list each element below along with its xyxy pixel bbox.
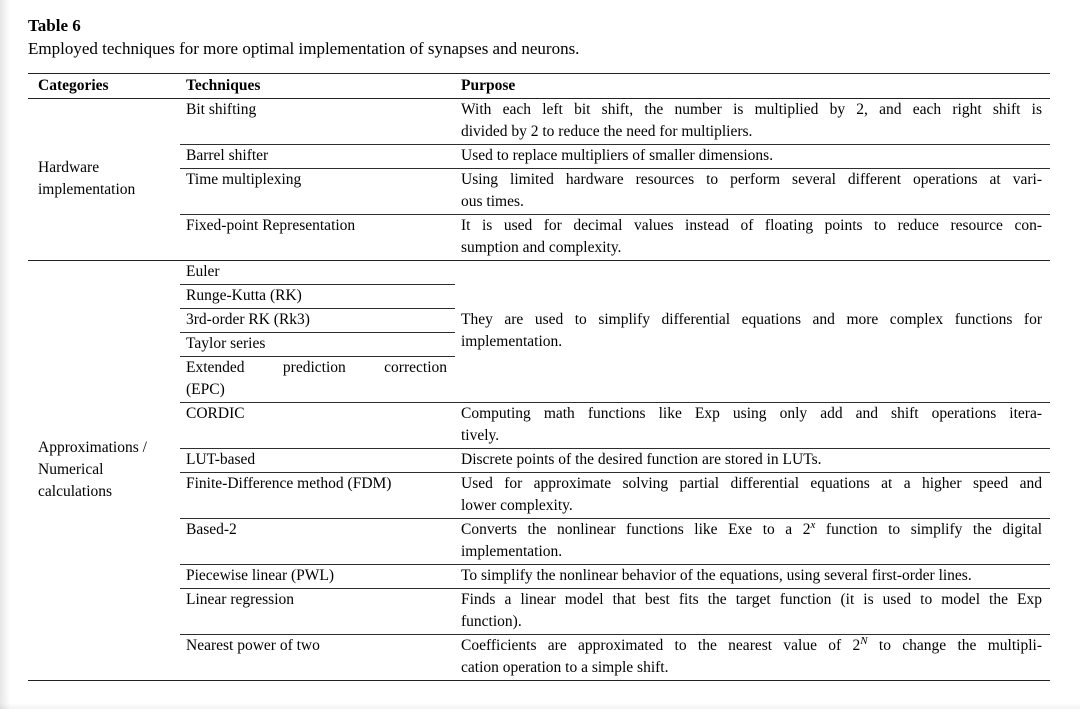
technique-cell: Time multiplexing <box>180 169 455 215</box>
table-row <box>28 519 1050 565</box>
purpose-cell: With each left bit shift, the number is multiplied by 2, and each right shift is divided by 2 to reduce the need for multipliers. <box>455 99 1050 145</box>
page-bottom-shadow <box>0 703 1080 709</box>
technique-cell: Based-2 <box>180 519 455 565</box>
purpose-cell: They are used to simplify differential equations and more complex functions for implementation. <box>455 261 1050 403</box>
purpose-cell: To simplify the nonlinear behavior of the equations, using several first-order lines. <box>455 565 1050 589</box>
techniques-table <box>28 73 1050 681</box>
technique-cell: Extended prediction correction (EPC) <box>180 357 455 403</box>
header-purpose: Purpose <box>455 74 1050 99</box>
page-edge-shadow <box>0 0 10 709</box>
technique-cell: Finite-Difference method (FDM) <box>180 473 455 519</box>
technique-cell: Euler <box>180 261 455 285</box>
purpose-cell: Coefficients are approximated to the nearest value of $2^N$ to change the multipli- cation operation to a simple shift. <box>461 634 1042 676</box>
purpose-cell: Used to replace multipliers of smaller dimensions. <box>455 145 1050 169</box>
technique-cell: Runge-Kutta (RK) <box>180 285 455 309</box>
header-row <box>28 74 1050 99</box>
table-row <box>28 403 1050 449</box>
table-row <box>28 449 1050 473</box>
paper-page <box>28 14 1050 681</box>
purpose-cell: Using limited hardware resources to perform several different operations at vari- ous times. <box>455 169 1050 215</box>
technique-cell: Taylor series <box>180 333 455 357</box>
table-row <box>28 635 1050 681</box>
technique-cell: CORDIC <box>180 403 455 449</box>
table-row <box>28 215 1050 261</box>
technique-cell: 3rd-order RK (Rk3) <box>180 309 455 333</box>
technique-cell: Linear regression <box>180 589 455 635</box>
table-row <box>28 99 1050 145</box>
table-row <box>28 589 1050 635</box>
purpose-cell: Discrete points of the desired function are stored in LUTs. <box>455 449 1050 473</box>
purpose-cell: It is used for decimal values instead of floating points to reduce resource con- sumption and complexity. <box>455 215 1050 261</box>
purpose-cell: Used for approximate solving partial differential equations at a higher speed and lower complexity. <box>455 473 1050 519</box>
table-row <box>28 145 1050 169</box>
header-categories: Categories <box>28 74 180 99</box>
table-row <box>28 261 1050 285</box>
header-techniques: Techniques <box>180 74 455 99</box>
category-cell: Approximations / Numerical calculations <box>38 439 147 500</box>
category-cell: Hardware implementation <box>28 99 180 261</box>
table-row <box>28 169 1050 215</box>
table-label: Table 6 <box>28 16 81 35</box>
technique-cell: Fixed-point Representation <box>180 215 455 261</box>
purpose-cell: Finds a linear model that best fits the target function (it is used to model the Exp function). <box>455 589 1050 635</box>
table-caption: Employed techniques for more optimal implementation of synapses and neurons. <box>28 39 580 58</box>
table-row <box>28 565 1050 589</box>
table-row <box>28 473 1050 519</box>
technique-cell: LUT-based <box>180 449 455 473</box>
technique-cell: Piecewise linear (PWL) <box>180 565 455 589</box>
technique-cell: Bit shifting <box>180 99 455 145</box>
purpose-cell: Computing math functions like Exp using only add and shift operations itera- tively. <box>455 403 1050 449</box>
technique-cell: Barrel shifter <box>180 145 455 169</box>
purpose-cell: Converts the nonlinear functions like Exe to a 2$^x$ function to simplify the digital implementation. <box>455 519 1050 565</box>
technique-cell: Nearest power of two <box>186 637 320 654</box>
